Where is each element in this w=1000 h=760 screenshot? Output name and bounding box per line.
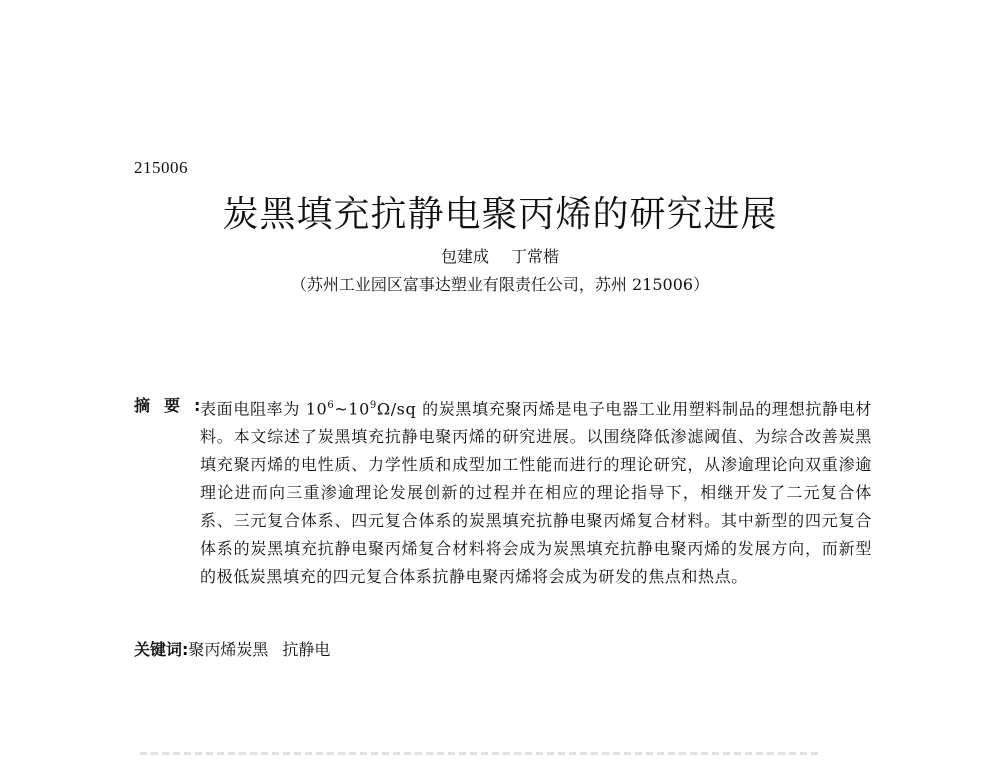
- exponent: 6: [327, 400, 335, 411]
- abstract-text-mid: ~10: [334, 399, 370, 419]
- paper-title: 炭黑填充抗静电聚丙烯的研究进展: [222, 194, 778, 235]
- keyword: 抗静电: [282, 640, 331, 659]
- affiliation: （苏州工业园区富事达塑业有限责任公司，苏州 215006）: [290, 275, 710, 294]
- next-page-bleed: [140, 752, 820, 755]
- abstract-text-rest: Ω/sq 的炭黑填充聚丙烯是电子电器工业用塑料制品的理想抗静电材料。本文综述了炭黑填充抗静电聚丙烯的研究进展。以围绕降低渗滤阈值、为综合改善炭黑填充聚丙烯的电性质、力学性质和成型加工性能而进行的理论研究，从渗逾理论向双重渗逾理论进而向三重渗逾理论发展创新的过程并在相应的理论指导下，相继开发了二元复合体系、三元复合体系、四元复合体系的炭黑填充抗静电聚丙烯复合材料。其中新型的四元复合体系的炭黑填充抗静电聚丙烯复合材料将会成为炭黑填充抗静电聚丙烯的发展方向，而新型的极低炭黑填充的四元复合体系抗静电聚丙烯将会成为研发的焦点和热点。: [200, 399, 872, 587]
- keywords-line: [134, 636, 330, 664]
- abstract-text: [200, 392, 872, 591]
- author-name: 包建成: [440, 247, 489, 266]
- abstract-label: 摘要:: [134, 396, 215, 415]
- author-name: 丁常楷: [511, 247, 560, 266]
- author-line: [0, 244, 1000, 267]
- keywords-label: 关键词:: [134, 640, 189, 659]
- abstract-text-start: 表面电阻率为 10: [200, 399, 328, 419]
- postcode: 215006: [134, 158, 188, 177]
- exponent: 9: [369, 400, 377, 411]
- keyword: 聚丙烯炭黑: [188, 640, 269, 659]
